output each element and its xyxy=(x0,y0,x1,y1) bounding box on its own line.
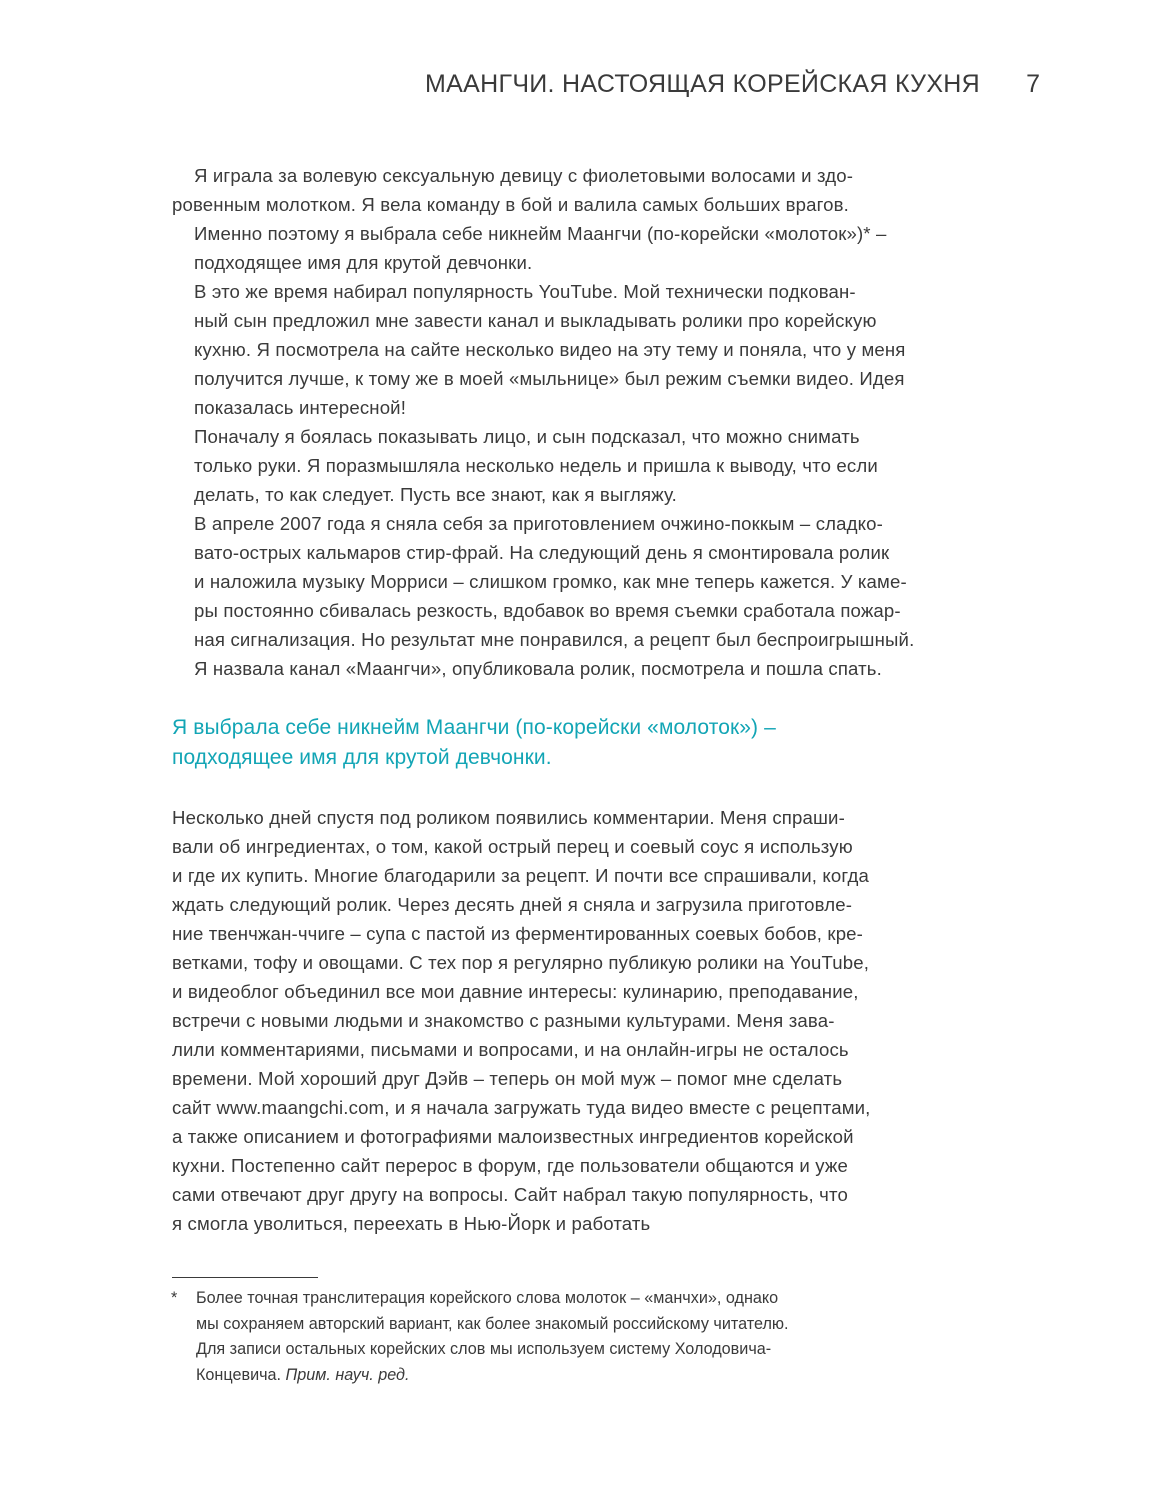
text-line: только руки. Я поразмышляла несколько недель и пришла к выводу, что если xyxy=(194,455,878,476)
text-line: ждать следующий ролик. Через десять дней я сняла и загрузила приготовле- xyxy=(172,894,853,915)
text-line: Несколько дней спустя под роликом появились комментарии. Меня спраши- xyxy=(172,807,845,828)
footnote xyxy=(172,1286,980,1388)
text-line: сайт www.maangchi.com, и я начала загружать туда видео вместе с рецептами, xyxy=(172,1097,871,1118)
text-line: вато-острых кальмаров стир-фрай. На следующий день я смонтировала ролик xyxy=(194,542,890,563)
text-line: ры постоянно сбивалась резкость, вдобавок во время съемки сработала пожар- xyxy=(194,600,901,621)
pull-quote-line: Я выбрала себе никнейм Маангчи (по-корейски «молоток») – xyxy=(172,716,776,739)
pull-quote-line: подходящее имя для крутой девчонки. xyxy=(172,746,552,769)
footnote-divider xyxy=(172,1277,318,1278)
footnote-line: Более точная транслитерация корейского слова молоток – «манчхи», однако xyxy=(196,1289,779,1307)
text-line: встречи с новыми людьми и знакомство с разными культурами. Меня зава- xyxy=(172,1010,835,1031)
text-line: ный сын предложил мне завести канал и выкладывать ролики про корейскую xyxy=(194,310,877,331)
text-line: В апреле 2007 года я сняла себя за приготовлением очжино-поккым – сладко- xyxy=(194,513,883,534)
text-line: вали об ингредиентах, о том, какой острый перец и соевый соус я использую xyxy=(172,836,853,857)
text-line: Я играла за волевую сексуальную девицу с фиолетовыми волосами и здо- xyxy=(194,165,854,186)
text-line: Я назвала канал «Маангчи», опубликовала ролик, посмотрела и пошла спать. xyxy=(194,658,882,679)
running-title: МААНГЧИ. НАСТОЯЩАЯ КОРЕЙСКАЯ КУХНЯ xyxy=(425,70,980,98)
body-section-2 xyxy=(172,803,980,1238)
text-line: ровенным молотком. Я вела команду в бой и валила самых больших врагов. xyxy=(172,194,849,215)
footnote-line: мы сохраняем авторский вариант, как более знакомый российскому читателю. xyxy=(196,1314,789,1333)
paragraph xyxy=(172,509,980,683)
text-line: ная сигнализация. Но результат мне понравился, а рецепт был беспроигрышный. xyxy=(194,629,915,650)
paragraph xyxy=(172,803,980,1238)
page-number: 7 xyxy=(1026,70,1040,98)
text-line: а также описанием и фотографиями малоизвестных ингредиентов корейской xyxy=(172,1126,854,1147)
paragraph xyxy=(172,422,980,509)
editor-note: Прим. науч. ред. xyxy=(285,1365,410,1384)
pull-quote xyxy=(172,713,980,773)
text-line: В это же время набирал популярность YouTube. Мой технически подкован- xyxy=(194,281,856,302)
footnote-marker: * xyxy=(171,1289,178,1307)
footnote-line: Для записи остальных корейских слов мы используем систему Холодовича- xyxy=(196,1340,772,1358)
text-line: делать, то как следует. Пусть все знают, как я выгляжу. xyxy=(194,484,677,505)
text-line: и видеоблог объединил все мои давние интересы: кулинарию, преподавание, xyxy=(172,981,859,1002)
footnote-body xyxy=(196,1286,980,1388)
text-line: Именно поэтому я выбрала себе никнейм Маангчи (по-корейски «молоток»)* – xyxy=(194,223,887,244)
text-line: подходящее имя для крутой девчонки. xyxy=(194,252,533,273)
footnote-text: Концевича. xyxy=(196,1365,286,1384)
footnote-line xyxy=(196,1363,980,1389)
text-line: лили комментариями, письмами и вопросами, и на онлайн-игры не осталось xyxy=(172,1039,849,1060)
text-line: времени. Мой хороший друг Дэйв – теперь он мой муж – помог мне сделать xyxy=(172,1068,843,1089)
paragraph xyxy=(172,161,980,277)
text-line: показалась интересной! xyxy=(194,397,407,418)
paragraph xyxy=(172,277,980,422)
text-line: я смогла уволиться, переехать в Нью-Йорк и работать xyxy=(172,1213,651,1234)
text-line: сами отвечают друг другу на вопросы. Сайт набрал такую популярность, что xyxy=(172,1184,848,1205)
text-line: Поначалу я боялась показывать лицо, и сын подсказал, что можно снимать xyxy=(194,426,860,447)
body-section-1 xyxy=(172,161,980,683)
text-line: ветками, тофу и овощами. С тех пор я регулярно публикую ролики на YouTube, xyxy=(172,952,870,973)
text-line: кухню. Я посмотрела на сайте несколько видео на эту тему и поняла, что у меня xyxy=(194,339,906,360)
text-line: ние твенчжан-ччиге – супа с пастой из ферментированных соевых бобов, кре- xyxy=(172,923,864,944)
text-line: и где их купить. Многие благодарили за рецепт. И почти все спрашивали, когда xyxy=(172,865,869,886)
running-header xyxy=(0,70,1152,110)
text-line: получится лучше, к тому же в моей «мыльнице» был режим съемки видео. Идея xyxy=(194,368,905,389)
text-line: кухни. Постепенно сайт перерос в форум, где пользователи общаются и уже xyxy=(172,1155,849,1176)
text-line: и наложила музыку Морриси – слишком громко, как мне теперь кажется. У каме- xyxy=(194,571,907,592)
